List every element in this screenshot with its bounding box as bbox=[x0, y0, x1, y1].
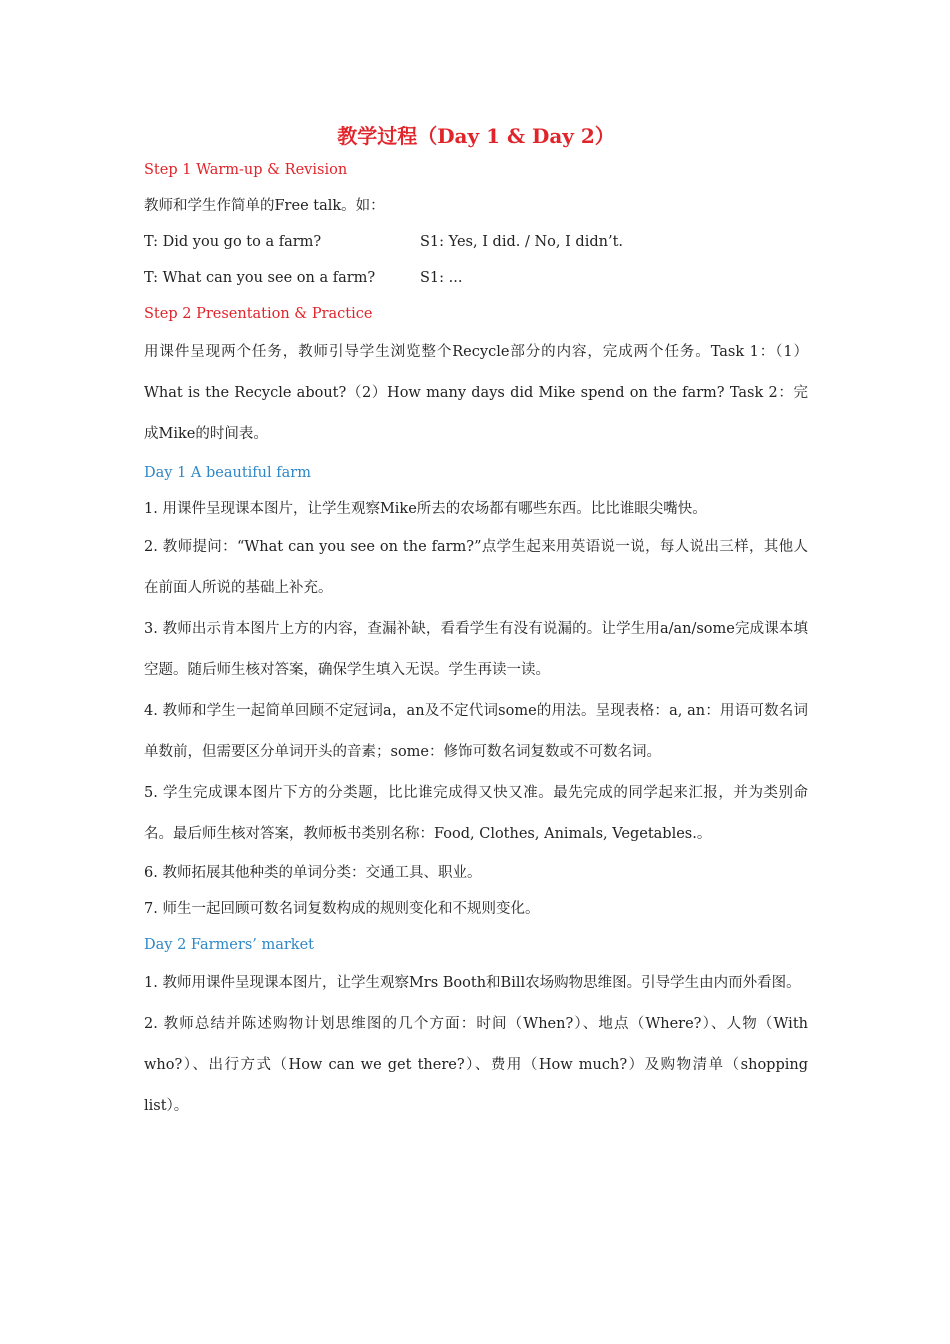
dialog-row bbox=[144, 224, 808, 260]
day2-heading: Day 2 Farmers’ market bbox=[144, 937, 314, 953]
day2-item: 2. 教师总结并陈述购物计划思维图的几个方面：时间（When?）、地点（Where?）、人物（With who?）、出行方式（How can we get there?）、费用（How much?）及购物清单（shopping list）。 bbox=[144, 1016, 808, 1114]
day1-item: 1. 用课件呈现课本图片，让学生观察Mike所去的农场都有哪些东西。比比谁眼尖嘴快。 bbox=[144, 501, 707, 517]
day1-heading: Day 1 A beautiful farm bbox=[144, 465, 311, 481]
document-page bbox=[144, 120, 808, 1127]
day1-item: 2. 教师提问：“What can you see on the farm?”点学生起来用英语说一说，每人说出三样，其他人在前面人所说的基础上补充。 bbox=[144, 539, 808, 596]
day1-item: 6. 教师拓展其他种类的单词分类：交通工具、职业。 bbox=[144, 865, 482, 881]
step2-paragraph: 用课件呈现两个任务，教师引导学生浏览整个Recycle部分的内容，完成两个任务。Task 1：（1）What is the Recycle about?（2）How many days did Mike spend on the farm? Task 2：完成Mike的时间表。 bbox=[144, 344, 808, 442]
step2-heading: Step 2 Presentation & Practice bbox=[144, 306, 373, 322]
day1-item: 3. 教师出示肯本图片上方的内容，查漏补缺，看看学生有没有说漏的。让学生用a/an/some完成课本填空题。随后师生核对答案，确保学生填入无误。学生再读一读。 bbox=[144, 621, 808, 678]
day1-item: 5. 学生完成课本图片下方的分类题，比比谁完成得又快又准。最先完成的同学起来汇报，并为类别命名。最后师生核对答案，教师板书类别名称：Food, Clothes, Animals, Vegetables.。 bbox=[144, 785, 808, 842]
day2-item: 1. 教师用课件呈现课本图片，让学生观察Mrs Booth和Bill农场购物思维图。引导学生由内而外看图。 bbox=[144, 975, 801, 991]
teacher-line: T: Did you go to a farm? bbox=[144, 234, 322, 250]
teacher-line: T: What can you see on a farm? bbox=[144, 270, 376, 286]
day1-item: 4. 教师和学生一起简单回顾不定冠词a，an及不定代词some的用法。呈现表格：a, an：用语可数名词单数前，但需要区分单词开头的音素；some：修饰可数名词复数或不可数名词。 bbox=[144, 703, 808, 760]
dialog-row bbox=[144, 260, 808, 296]
student-line: S1: ... bbox=[420, 270, 463, 286]
day1-item: 7. 师生一起回顾可数名词复数构成的规则变化和不规则变化。 bbox=[144, 901, 540, 917]
step1-heading: Step 1 Warm-up & Revision bbox=[144, 162, 348, 178]
document-title: 教学过程（Day 1 & Day 2） bbox=[337, 124, 615, 148]
step1-intro: 教师和学生作简单的Free talk。如： bbox=[144, 198, 385, 214]
student-line: S1: Yes, I did. / No, I didn’t. bbox=[420, 234, 624, 250]
